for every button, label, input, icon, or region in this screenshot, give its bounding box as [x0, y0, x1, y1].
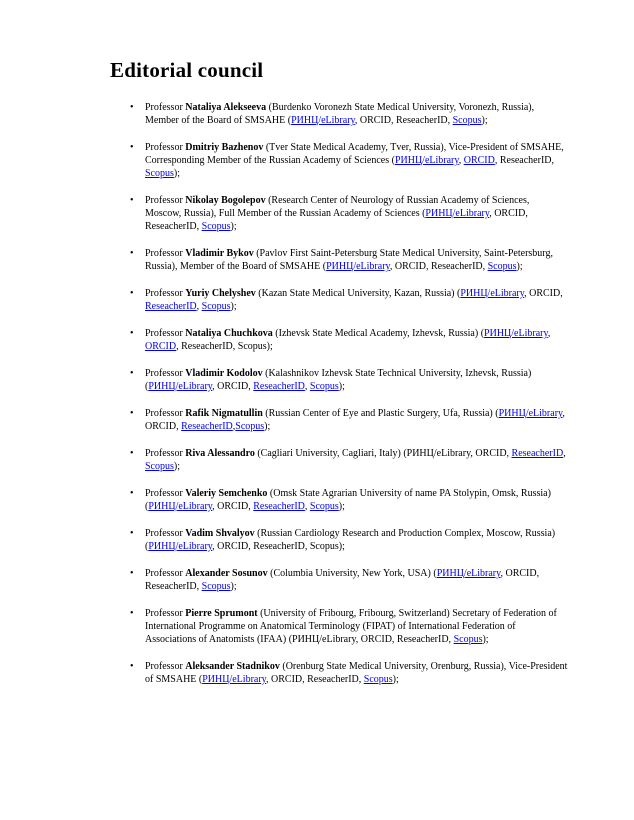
member-text: );: [482, 634, 489, 645]
member-text: , ORCID,: [524, 288, 563, 299]
member-text: (Research Center of Neurology of Russian Academy of Sciences, Moscow, Russia), Full Member of the Russian Academy of Sciences (: [145, 195, 530, 219]
member-text: );: [338, 501, 345, 512]
member-text: Professor: [145, 661, 186, 672]
member-text: ,: [563, 448, 566, 459]
rinc-elibrary-link[interactable]: РИНЦ/eLibrary: [498, 408, 563, 419]
member-text: Professor: [145, 248, 186, 259]
member-text: (Russian Center of Eye and Plastic Surgery, Ufa, Russia) (: [262, 408, 499, 419]
orcid-link[interactable]: ORCID: [145, 341, 177, 352]
member-text: (Russian Cardiology Research and Production Complex, Moscow, Russia) (: [145, 528, 556, 552]
council-member: [110, 141, 568, 180]
rinc-elibrary-link[interactable]: РИНЦ/eLibrary: [460, 288, 525, 299]
council-member: [110, 407, 568, 433]
council-member: [110, 447, 568, 473]
member-name: Nataliya Alekseeva: [185, 102, 267, 113]
member-text: ,: [304, 381, 310, 392]
member-name: Rafik Nigmatullin: [185, 408, 263, 419]
council-member: [110, 327, 568, 353]
member-text: Professor: [145, 195, 186, 206]
member-text: (Cagliari University, Cagliari, Italy) (РИНЦ/eLibrary, ORCID,: [254, 448, 512, 459]
council-member: [110, 607, 568, 646]
rinc-elibrary-link[interactable]: РИНЦ/eLibrary: [148, 381, 213, 392]
member-text: );: [230, 581, 237, 592]
member-text: , ORCID, ReseacherID,: [145, 208, 528, 232]
member-name: Nataliya Chuchkova: [185, 328, 273, 339]
rinc-elibrary-link[interactable]: РИНЦ/eLibrary: [394, 155, 459, 166]
member-text: ,: [458, 155, 464, 166]
member-text: (Izhevsk State Medical Academy, Izhevsk, Russia) (: [272, 328, 485, 339]
member-text: , ORCID, ReseacherID,: [266, 674, 364, 685]
member-text: , ORCID,: [212, 381, 254, 392]
member-text: );: [338, 381, 345, 392]
scopus-link[interactable]: Scopus: [487, 261, 517, 272]
member-text: Professor: [145, 408, 186, 419]
member-text: );: [173, 461, 181, 472]
rinc-elibrary-link[interactable]: РИНЦ/eLibrary: [148, 501, 213, 512]
member-text: (Kalashnikov Izhevsk State Technical University, Izhevsk, Russia) (: [145, 368, 532, 392]
researcherid-link[interactable]: ReseacherID: [253, 381, 305, 392]
scopus-link[interactable]: Scopus: [309, 381, 339, 392]
council-member: [110, 247, 568, 273]
member-text: (Pavlov First Saint-Petersburg State Medical University, Saint-Petersburg, Russia), Member of the Board of SMSAHE (: [145, 248, 553, 272]
member-text: Professor: [145, 142, 186, 153]
member-text: );: [264, 421, 271, 432]
researcherid-link[interactable]: ReseacherID: [145, 301, 197, 312]
scopus-link[interactable]: Scopus: [201, 221, 231, 232]
member-text: (University of Fribourg, Fribourg, Switzerland) Secretary of Federation of International Programme on Anatomical Terminology (FIPAT) of International Federation of Associations of Anatomists (IFAA) (РИНЦ/eLibrary, ORCID, ReseacherID,: [145, 608, 557, 645]
council-member: [110, 287, 568, 313]
member-text: , ReseacherID, Scopus);: [176, 341, 273, 352]
member-text: , ReseacherID,: [494, 155, 554, 166]
member-name: Valeriy Semchenko: [185, 488, 268, 499]
member-text: );: [173, 168, 181, 179]
member-text: ,: [196, 301, 202, 312]
member-text: Professor: [145, 568, 186, 579]
researcherid-link[interactable]: ReseacherID: [253, 501, 305, 512]
member-text: (Burdenko Voronezh State Medical University, Voronezh, Russia), Member of the Board of SMSAHE (: [145, 102, 535, 126]
member-text: );: [392, 674, 399, 685]
member-name: Vladimir Bykov: [185, 248, 254, 259]
member-text: );: [230, 221, 237, 232]
council-member: [110, 567, 568, 593]
member-text: Professor: [145, 288, 186, 299]
member-text: ,: [547, 328, 551, 339]
rinc-elibrary-link[interactable]: РИНЦ/eLibrary: [425, 208, 490, 219]
page-title: Editorial council: [110, 58, 264, 82]
rinc-elibrary-link[interactable]: РИНЦ/eLibrary: [326, 261, 390, 272]
member-text: , ORCID,: [212, 501, 254, 512]
member-text: (Orenburg State Medical University, Orenburg, Russia), Vice-President of SMSAHE (: [145, 661, 568, 685]
member-text: (Columbia University, New York, USA) (: [267, 568, 437, 579]
member-text: (Kazan State Medical University, Kazan, Russia) (: [255, 288, 461, 299]
member-text: Professor: [145, 528, 186, 539]
rinc-elibrary-link[interactable]: РИНЦ/eLibrary: [202, 674, 267, 685]
scopus-link[interactable]: Scopus: [145, 168, 174, 179]
member-text: , ORCID, ReseacherID,: [389, 261, 488, 272]
member-text: Professor: [145, 608, 186, 619]
member-name: Vladimir Kodolov: [185, 368, 263, 379]
rinc-elibrary-link[interactable]: РИНЦ/eLibrary: [484, 328, 548, 339]
member-name: Aleksander Stadnikov: [185, 661, 280, 672]
orcid-link[interactable]: ORCID: [463, 155, 495, 166]
scopus-link[interactable]: Scopus: [363, 674, 393, 685]
member-text: ,: [304, 501, 310, 512]
scopus-link[interactable]: Scopus: [201, 581, 231, 592]
member-text: , ORCID, ReseacherID,: [145, 568, 540, 592]
member-name: Vadim Shvalyov: [185, 528, 255, 539]
scopus-link[interactable]: Scopus: [453, 634, 483, 645]
member-text: );: [516, 261, 523, 272]
member-text: Professor: [145, 448, 186, 459]
scopus-link[interactable]: Scopus: [452, 115, 482, 126]
member-text: );: [481, 115, 488, 126]
member-text: (Tver State Medical Academy, Tver, Russia), Vice-President of SMSAHE, Corresponding Member of the Russian Academy of Sciences (: [145, 142, 564, 166]
council-member: [110, 101, 568, 127]
member-text: , ORCID, ReseacherID, Scopus);: [212, 541, 345, 552]
member-text: Professor: [145, 328, 186, 339]
researcherid-link[interactable]: ReseacherID: [181, 421, 233, 432]
member-text: Professor: [145, 102, 186, 113]
member-text: Professor: [145, 488, 186, 499]
scopus-link[interactable]: Scopus: [201, 301, 231, 312]
member-text: , ORCID, ReseacherID,: [354, 115, 453, 126]
member-text: , ORCID,: [145, 408, 565, 432]
rinc-elibrary-link[interactable]: РИНЦ/eLibrary: [436, 568, 501, 579]
rinc-elibrary-link[interactable]: РИНЦ/eLibrary: [148, 541, 213, 552]
member-text: );: [230, 301, 237, 312]
member-name: Riva Alessandro: [185, 448, 255, 459]
member-name: Nikolay Bogolepov: [185, 195, 266, 206]
member-name: Pierre Sprumont: [185, 608, 258, 619]
council-member: [110, 660, 568, 686]
council-member: [110, 367, 568, 393]
member-text: Professor: [145, 368, 186, 379]
council-list: [110, 101, 568, 686]
researcherid-link[interactable]: ReseacherID: [511, 448, 564, 459]
member-text: ,: [232, 421, 236, 432]
scopus-link[interactable]: Scopus: [145, 461, 174, 472]
member-name: Alexander Sosunov: [185, 568, 268, 579]
council-member: [110, 487, 568, 513]
scopus-link[interactable]: Scopus: [309, 501, 339, 512]
scopus-link[interactable]: Scopus: [235, 421, 265, 432]
rinc-elibrary-link[interactable]: РИНЦ/eLibrary: [291, 115, 355, 126]
member-text: (Omsk State Agrarian University of name PA Stolypin, Omsk, Russia) (: [145, 488, 551, 512]
member-name: Dmitriy Bazhenov: [185, 142, 264, 153]
member-name: Yuriy Chelyshev: [185, 288, 256, 299]
council-member: [110, 194, 568, 233]
council-member: [110, 527, 568, 553]
